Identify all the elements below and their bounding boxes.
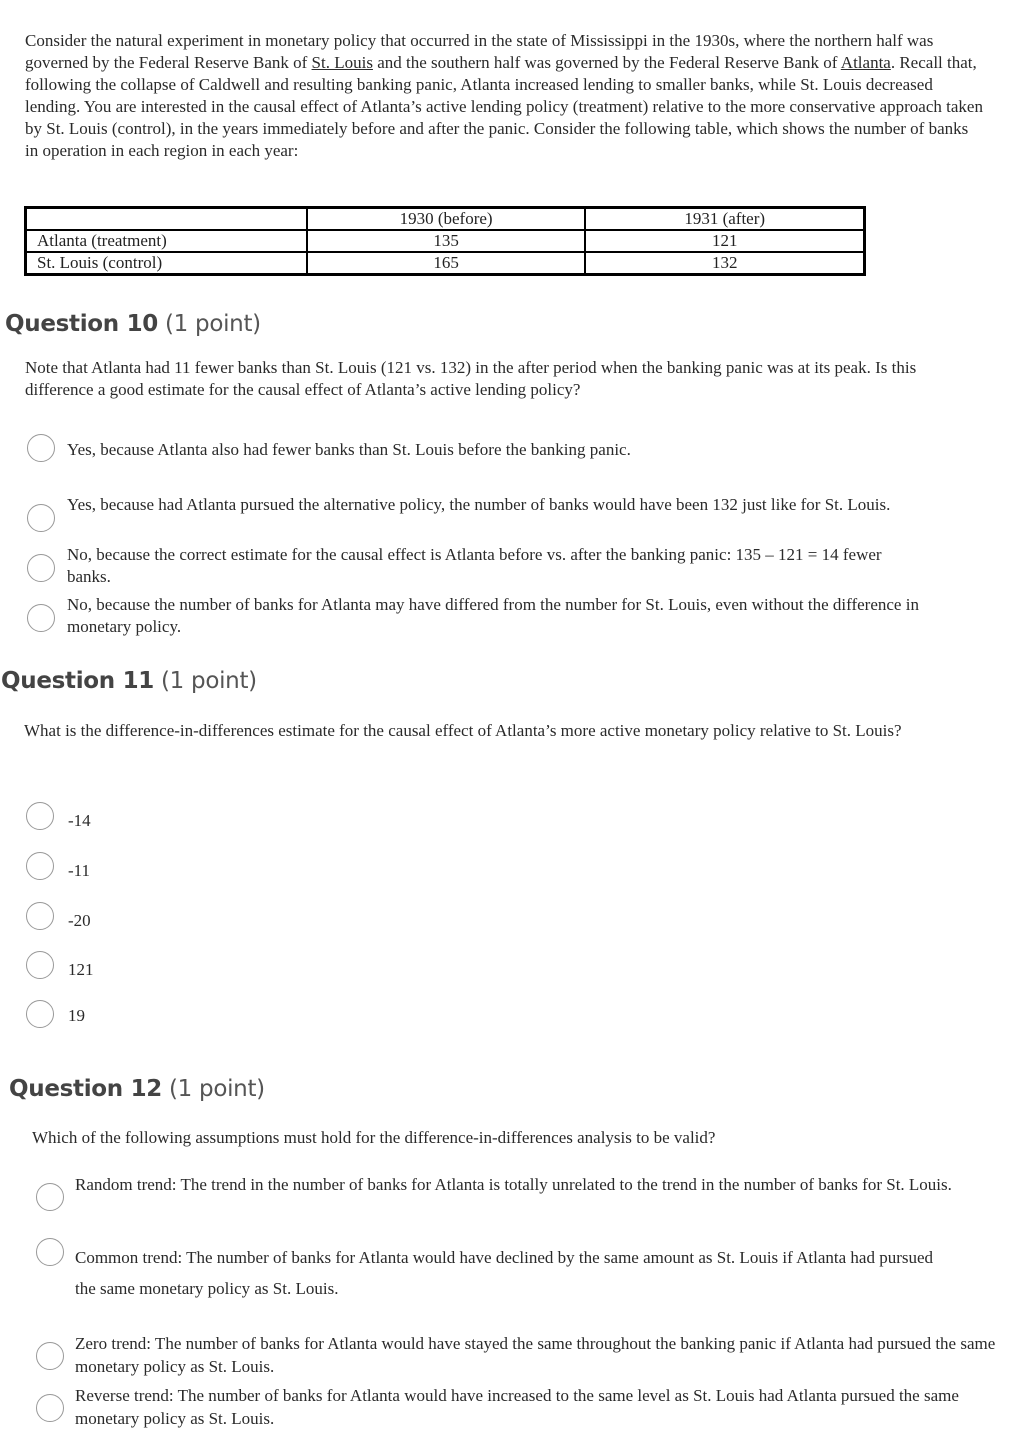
row-before: 135 bbox=[307, 230, 586, 252]
option-label: Reverse trend: The number of banks for Atlanta would have increased to the same level as St. Louis had Atlanta pursued the same monetary policy as St. Louis. bbox=[75, 1386, 959, 1428]
option-label: Yes, because Atlanta also had fewer banks than St. Louis before the banking panic. bbox=[67, 440, 631, 459]
atlanta-link[interactable]: Atlanta bbox=[840, 53, 891, 72]
option-label: -20 bbox=[68, 911, 91, 930]
option-label: -14 bbox=[68, 811, 91, 830]
question-11-text: What is the difference-in-differences estimate for the causal effect of Atlanta’s more active monetary policy relative to St. Louis? bbox=[24, 721, 902, 740]
radio-button[interactable] bbox=[27, 434, 55, 462]
q11-option-1[interactable] bbox=[26, 802, 326, 832]
q10-option-2[interactable] bbox=[27, 494, 987, 540]
radio-button[interactable] bbox=[36, 1183, 64, 1211]
radio-button[interactable] bbox=[26, 852, 54, 880]
question-10-text: Note that Atlanta had 11 fewer banks than St. Louis (121 vs. 132) in the after period when the banking panic was at its peak. Is this difference a good estimate for the causal effect of Atlanta’s active lending policy? bbox=[25, 358, 917, 399]
q12-option-4[interactable] bbox=[36, 1384, 996, 1432]
radio-button[interactable] bbox=[36, 1238, 64, 1266]
st-louis-link[interactable]: St. Louis bbox=[311, 53, 373, 72]
q11-option-5[interactable] bbox=[26, 1000, 326, 1030]
question-number: Question 10 bbox=[5, 311, 158, 337]
intro-paragraph bbox=[25, 30, 985, 162]
row-region: Atlanta (treatment) bbox=[26, 230, 307, 252]
question-number: Question 11 bbox=[1, 668, 154, 694]
question-points: (1 point) bbox=[169, 1076, 265, 1102]
q11-option-4[interactable] bbox=[26, 951, 326, 981]
intro-text-1: Consider the natural experiment in monetary policy that occurred in the state of Mississippi in the 1930s, where the northern half was governed by the Federal Reserve Bank of bbox=[25, 31, 934, 72]
table-header-1931: 1931 (after) bbox=[585, 208, 864, 231]
q11-option-2[interactable] bbox=[26, 852, 326, 882]
option-label: 121 bbox=[68, 960, 94, 979]
q12-option-1[interactable] bbox=[36, 1173, 996, 1221]
table-header-row bbox=[26, 208, 865, 231]
radio-button[interactable] bbox=[27, 504, 55, 532]
banks-table bbox=[24, 206, 866, 276]
q12-option-3[interactable] bbox=[36, 1332, 996, 1380]
intro-text-2: and the southern half was governed by the Federal Reserve Bank of bbox=[372, 53, 841, 72]
question-number: Question 12 bbox=[9, 1076, 162, 1102]
table-header-empty bbox=[26, 208, 307, 231]
radio-button[interactable] bbox=[36, 1394, 64, 1422]
q11-option-3[interactable] bbox=[26, 902, 326, 932]
row-after: 121 bbox=[585, 230, 864, 252]
q10-option-1[interactable] bbox=[27, 434, 987, 464]
question-points: (1 point) bbox=[161, 668, 257, 694]
table-header-1930: 1930 (before) bbox=[307, 208, 586, 231]
row-before: 165 bbox=[307, 252, 586, 275]
radio-button[interactable] bbox=[36, 1342, 64, 1370]
radio-button[interactable] bbox=[26, 1000, 54, 1028]
radio-button[interactable] bbox=[26, 951, 54, 979]
option-label: Yes, because had Atlanta pursued the alternative policy, the number of banks would have been 132 just like for St. Louis. bbox=[67, 495, 891, 514]
radio-button[interactable] bbox=[26, 902, 54, 930]
table-row bbox=[26, 252, 865, 275]
option-label: No, because the correct estimate for the causal effect is Atlanta before vs. after the banking panic: 135 – 121 = 14 fewer banks. bbox=[67, 545, 882, 586]
row-after: 132 bbox=[585, 252, 864, 275]
radio-button[interactable] bbox=[26, 802, 54, 830]
question-11-title bbox=[1, 668, 257, 694]
option-label: Random trend: The trend in the number of banks for Atlanta is totally unrelated to the trend in the number of banks for St. Louis. bbox=[75, 1175, 952, 1194]
question-10-title bbox=[5, 311, 261, 337]
question-12-text: Which of the following assumptions must hold for the difference-in-differences analysis to be valid? bbox=[32, 1128, 716, 1147]
option-label: 19 bbox=[68, 1006, 85, 1025]
radio-button[interactable] bbox=[27, 604, 55, 632]
question-12-title bbox=[9, 1076, 265, 1102]
q12-option-2[interactable] bbox=[36, 1238, 996, 1298]
q10-option-3[interactable] bbox=[27, 544, 987, 590]
question-points: (1 point) bbox=[165, 311, 261, 337]
option-label: Common trend: The number of banks for Atlanta would have declined by the same amount as St. Louis if Atlanta had pursued the same monetary policy as St. Louis. bbox=[75, 1248, 934, 1298]
radio-button[interactable] bbox=[27, 554, 55, 582]
table-row bbox=[26, 230, 865, 252]
option-label: -11 bbox=[68, 861, 91, 880]
q10-option-4[interactable] bbox=[27, 594, 987, 640]
row-region: St. Louis (control) bbox=[26, 252, 307, 275]
intro-text-3: . Recall that, following the collapse of Caldwell and resulting banking panic, Atlanta increased lending to smaller banks, while St. Louis decreased lending. You are interested in the causal effect of Atlanta’s active lending policy (treatment) relative to the more conservative approach taken by St. Louis (control), in the years immediately before and after the panic. Consider the following table, which shows the number of banks in operation in each region in each year: bbox=[25, 53, 983, 160]
option-label: No, because the number of banks for Atlanta may have differed from the number for St. Louis, even without the difference in monetary policy. bbox=[67, 595, 919, 636]
option-label: Zero trend: The number of banks for Atlanta would have stayed the same throughout the banking panic if Atlanta had pursued the same monetary policy as St. Louis. bbox=[75, 1334, 996, 1376]
